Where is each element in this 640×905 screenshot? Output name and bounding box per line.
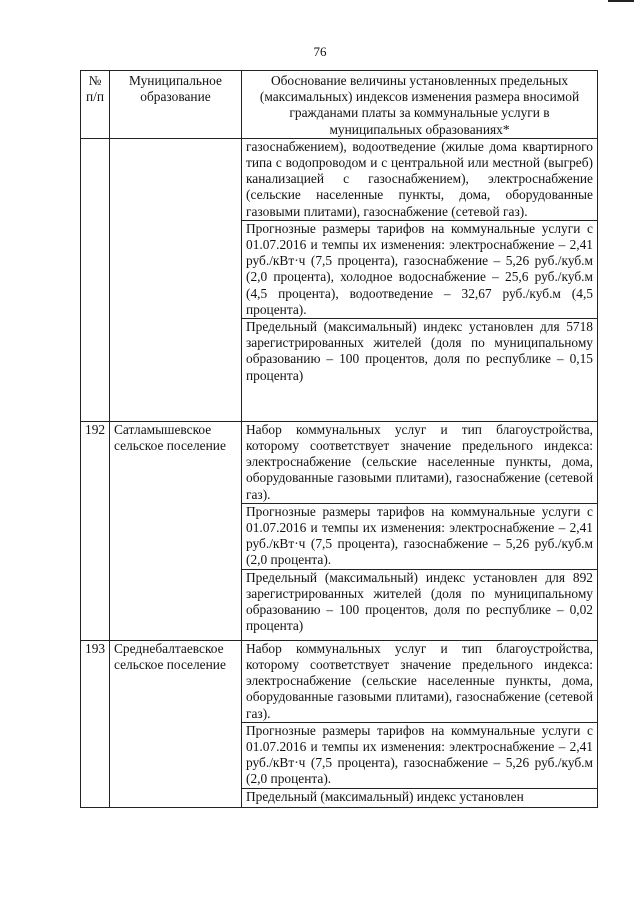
- row-municipality: Сатламышевское сельское поселение: [110, 421, 242, 640]
- paragraph-index: Предельный (максимальный) индекс установлен для 5718 зарегистрированных жителей (доля по муниципальному образованию – 100 процентов, доля по республике – 0,15 процента): [241, 318, 598, 384]
- row-number: 192: [81, 421, 110, 640]
- row-justification: [242, 421, 598, 640]
- page-number: 76: [313, 44, 327, 59]
- paragraph-tariffs: Прогнозные размеры тарифов на коммунальные услуги с 01.07.2016 и темпы их изменения: электроснабжение – 2,41 руб./кВт·ч (7,5 процента), газоснабжение – 5,26 руб./куб.м (2,0 процента).: [241, 503, 598, 569]
- header-number: № п/п: [81, 71, 110, 139]
- paragraph-index: Предельный (максимальный) индекс установлен для 892 зарегистрированных жителей (доля по муниципальному образованию – 100 процентов, доля по республике – 0,02 процента): [241, 569, 598, 635]
- table-row: [81, 421, 598, 640]
- tariff-index-table: [80, 70, 598, 808]
- row-municipality: [110, 138, 242, 421]
- table-header-row: [81, 71, 598, 139]
- row-number: 193: [81, 640, 110, 807]
- row-justification: [242, 640, 598, 807]
- header-justification: Обоснование величины установленных предельных (максимальных) индексов изменения размера вносимой гражданами платы за коммунальные услуги в муниципальных образованиях*: [242, 71, 598, 139]
- row-justification: [242, 138, 598, 421]
- corner-mark: [608, 0, 634, 2]
- paragraph-index: Предельный (максимальный) индекс установлен: [241, 788, 598, 805]
- row-municipality: Среднебалтаевское сельское поселение: [110, 640, 242, 807]
- paragraph-tariffs: Прогнозные размеры тарифов на коммунальные услуги с 01.07.2016 и темпы их изменения: электроснабжение – 2,41 руб./кВт·ч (7,5 процента), газоснабжение – 5,26 руб./куб.м (2,0 процента), холодное водоснабжение – 25,6 руб./куб.м (4,5 процента), водоотведение – 32,67 руб./куб.м (4,5 процента).: [241, 220, 598, 318]
- paragraph-utilities: Набор коммунальных услуг и тип благоустройства, которому соответствует значение предельного индекса: электроснабжение (сельские населенные пункты, дома, оборудованные газовыми плитами), газоснабжение (сетевой газ).: [246, 421, 593, 502]
- table-row: [81, 138, 598, 421]
- paragraph-utilities: газоснабжением), водоотведение (жилые дома квартирного типа с водопроводом и с центральной или местной (выгреб) канализацией с газоснабжением), электроснабжение (сельские населенные пункты, дома, оборудованные газовыми плитами), газоснабжение (сетевой газ).: [246, 138, 593, 219]
- table-row: [81, 640, 598, 807]
- paragraph-utilities: Набор коммунальных услуг и тип благоустройства, которому соответствует значение предельного индекса: электроснабжение (сельские населенные пункты, дома, оборудованные газовыми плитами), газоснабжение (сетевой газ).: [246, 640, 593, 721]
- header-municipality: Муниципальное образование: [110, 71, 242, 139]
- paragraph-tariffs: Прогнозные размеры тарифов на коммунальные услуги с 01.07.2016 и темпы их изменения: электроснабжение – 2,41 руб./кВт·ч (7,5 процента), газоснабжение – 5,26 руб./куб.м (2,0 процента).: [241, 722, 598, 788]
- row-number: [81, 138, 110, 421]
